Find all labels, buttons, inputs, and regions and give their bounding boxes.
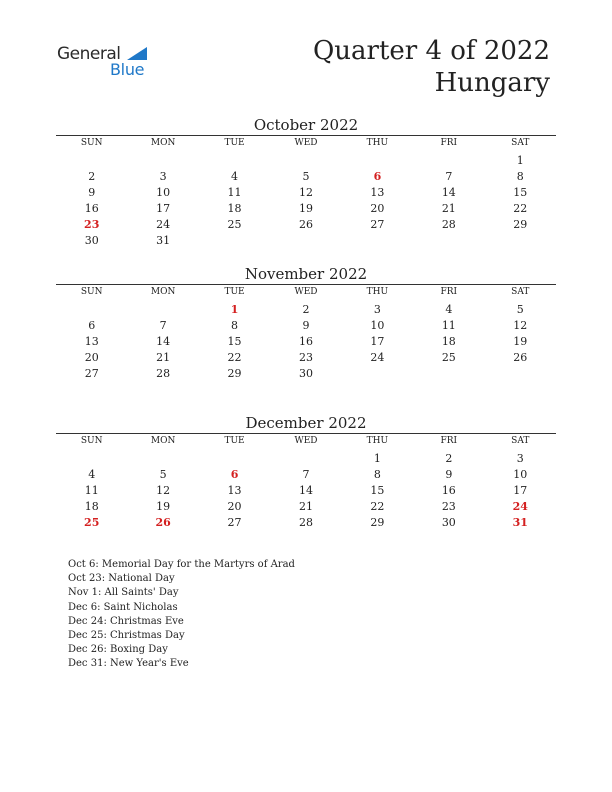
logo-triangle-icon xyxy=(127,47,147,60)
day-cell: 5 xyxy=(159,468,167,481)
weekday-label: SAT xyxy=(511,287,530,297)
holiday-day-cell: 6 xyxy=(230,468,239,481)
weekday-label: TUE xyxy=(224,287,245,297)
day-cell: 3 xyxy=(373,303,381,316)
day-cell: 17 xyxy=(370,335,385,348)
day-cell: 23 xyxy=(298,351,313,364)
holiday-day-cell: 31 xyxy=(512,516,528,529)
empty-day-cell xyxy=(342,153,413,169)
day-cell: 7 xyxy=(159,319,167,332)
country-name: Hungary xyxy=(434,68,550,98)
calendar-grid xyxy=(56,285,556,382)
day-cell: 9 xyxy=(302,319,310,332)
weekday-header-row xyxy=(56,136,556,150)
weekday-label: SAT xyxy=(511,138,530,148)
day-cell: 18 xyxy=(227,202,242,215)
day-cell: 18 xyxy=(441,335,456,348)
holiday-day-cell: 25 xyxy=(84,516,100,529)
day-cell: 4 xyxy=(88,468,96,481)
week-row xyxy=(56,467,556,483)
day-cell: 22 xyxy=(513,202,528,215)
day-cell: 13 xyxy=(370,186,385,199)
day-cell: 5 xyxy=(516,303,524,316)
day-cell: 15 xyxy=(227,335,242,348)
empty-day-cell xyxy=(485,233,556,249)
day-cell: 22 xyxy=(370,500,385,513)
empty-day-cell xyxy=(56,451,127,467)
day-cell: 18 xyxy=(84,500,99,513)
day-cell: 11 xyxy=(227,186,242,199)
month-title: October 2022 xyxy=(253,116,359,134)
day-cell: 21 xyxy=(156,351,171,364)
day-cell: 31 xyxy=(156,234,171,247)
day-cell: 17 xyxy=(156,202,171,215)
weekday-label: THU xyxy=(366,138,389,148)
empty-day-cell xyxy=(270,153,341,169)
day-cell: 30 xyxy=(441,516,456,529)
day-cell: 12 xyxy=(298,186,313,199)
logo-word-general: General xyxy=(57,44,121,64)
holiday-note: Dec 26: Boxing Day xyxy=(68,644,168,656)
day-cell: 21 xyxy=(441,202,456,215)
week-row xyxy=(56,334,556,350)
weekday-label: SAT xyxy=(511,436,530,446)
brand-logo xyxy=(57,44,157,84)
day-cell: 27 xyxy=(227,516,242,529)
page-title: Quarter 4 of 2022 xyxy=(312,36,550,66)
day-cell: 8 xyxy=(516,170,524,183)
day-cell: 29 xyxy=(370,516,385,529)
weekday-label: THU xyxy=(366,287,389,297)
day-cell: 11 xyxy=(441,319,456,332)
weekday-header-row xyxy=(56,434,556,448)
week-row xyxy=(56,233,556,249)
week-row xyxy=(56,217,556,233)
day-cell: 4 xyxy=(231,170,239,183)
day-cell: 7 xyxy=(445,170,453,183)
weekday-label: SUN xyxy=(80,287,103,297)
day-cell: 5 xyxy=(302,170,310,183)
week-row xyxy=(56,201,556,217)
day-cell: 9 xyxy=(445,468,453,481)
weekday-label: SUN xyxy=(80,436,103,446)
day-cell: 7 xyxy=(302,468,310,481)
day-cell: 10 xyxy=(156,186,171,199)
empty-day-cell xyxy=(342,233,413,249)
holiday-day-cell: 6 xyxy=(373,170,382,183)
empty-day-cell xyxy=(270,451,341,467)
holiday-note: Dec 31: New Year's Eve xyxy=(68,658,189,670)
day-cell: 26 xyxy=(298,218,313,231)
day-cell: 1 xyxy=(373,452,381,465)
week-row xyxy=(56,515,556,531)
day-cell: 30 xyxy=(298,367,313,380)
weekday-label: TUE xyxy=(224,436,245,446)
weekday-label: FRI xyxy=(440,287,458,297)
empty-day-cell xyxy=(199,153,270,169)
day-cell: 10 xyxy=(370,319,385,332)
day-cell: 3 xyxy=(159,170,167,183)
holiday-day-cell: 23 xyxy=(84,218,100,231)
day-cell: 13 xyxy=(84,335,99,348)
day-cell: 23 xyxy=(441,500,456,513)
month-november xyxy=(56,264,556,382)
week-row xyxy=(56,451,556,467)
day-cell: 24 xyxy=(370,351,385,364)
day-cell: 24 xyxy=(156,218,171,231)
empty-day-cell xyxy=(342,366,413,382)
weekday-header-row xyxy=(56,285,556,299)
weekday-label: THU xyxy=(366,436,389,446)
day-cell: 8 xyxy=(231,319,239,332)
day-cell: 15 xyxy=(513,186,528,199)
day-cell: 26 xyxy=(513,351,528,364)
holiday-day-cell: 24 xyxy=(512,500,528,513)
day-cell: 27 xyxy=(84,367,99,380)
day-cell: 16 xyxy=(441,484,456,497)
holiday-note: Nov 1: All Saints' Day xyxy=(68,587,179,599)
month-title: November 2022 xyxy=(244,265,368,283)
empty-day-cell xyxy=(56,302,127,318)
day-cell: 10 xyxy=(513,468,528,481)
month-december xyxy=(56,413,556,531)
holiday-note: Dec 25: Christmas Day xyxy=(68,630,185,642)
holiday-day-cell: 26 xyxy=(155,516,171,529)
month-title: December 2022 xyxy=(245,414,367,432)
calendar-grid xyxy=(56,136,556,249)
day-cell: 20 xyxy=(84,351,99,364)
day-cell: 25 xyxy=(441,351,456,364)
weekday-label: MON xyxy=(150,287,176,297)
logo-word-blue: Blue xyxy=(110,60,145,79)
holiday-note: Oct 23: National Day xyxy=(68,573,175,585)
weekday-label: MON xyxy=(150,138,176,148)
day-cell: 29 xyxy=(227,367,242,380)
day-cell: 2 xyxy=(302,303,310,316)
empty-day-cell xyxy=(413,233,484,249)
day-cell: 16 xyxy=(298,335,313,348)
day-cell: 14 xyxy=(156,335,171,348)
day-cell: 4 xyxy=(445,303,453,316)
week-row xyxy=(56,318,556,334)
month-october xyxy=(56,115,556,249)
day-cell: 19 xyxy=(513,335,528,348)
holiday-notes xyxy=(68,558,295,672)
week-row xyxy=(56,185,556,201)
empty-day-cell xyxy=(56,153,127,169)
day-cell: 3 xyxy=(516,452,524,465)
holiday-day-cell: 1 xyxy=(230,303,239,316)
day-cell: 30 xyxy=(84,234,99,247)
week-row xyxy=(56,499,556,515)
day-cell: 25 xyxy=(227,218,242,231)
empty-day-cell xyxy=(270,233,341,249)
day-cell: 22 xyxy=(227,351,242,364)
week-row xyxy=(56,483,556,499)
holiday-note: Dec 24: Christmas Eve xyxy=(68,615,184,627)
weekday-label: WED xyxy=(294,436,318,446)
day-cell: 28 xyxy=(441,218,456,231)
empty-day-cell xyxy=(413,366,484,382)
day-cell: 9 xyxy=(88,186,96,199)
weekday-label: WED xyxy=(294,287,318,297)
empty-day-cell xyxy=(127,451,198,467)
holiday-note: Oct 6: Memorial Day for the Martyrs of Arad xyxy=(68,559,295,570)
weekday-label: TUE xyxy=(224,138,245,148)
day-cell: 20 xyxy=(370,202,385,215)
day-cell: 11 xyxy=(84,484,99,497)
day-cell: 20 xyxy=(227,500,242,513)
week-row xyxy=(56,350,556,366)
weekday-label: WED xyxy=(294,138,318,148)
day-cell: 28 xyxy=(298,516,313,529)
day-cell: 15 xyxy=(370,484,385,497)
day-cell: 19 xyxy=(298,202,313,215)
day-cell: 8 xyxy=(373,468,381,481)
day-cell: 27 xyxy=(370,218,385,231)
empty-day-cell xyxy=(199,233,270,249)
weekday-label: FRI xyxy=(440,138,458,148)
day-cell: 29 xyxy=(513,218,528,231)
weekday-label: MON xyxy=(150,436,176,446)
calendar-grid xyxy=(56,434,556,531)
day-cell: 12 xyxy=(513,319,528,332)
weekday-label: SUN xyxy=(80,138,103,148)
week-row xyxy=(56,366,556,382)
day-cell: 14 xyxy=(298,484,313,497)
empty-day-cell xyxy=(127,302,198,318)
holiday-note: Dec 6: Saint Nicholas xyxy=(68,601,178,613)
day-cell: 21 xyxy=(298,500,313,513)
day-cell: 16 xyxy=(84,202,99,215)
empty-day-cell xyxy=(413,153,484,169)
day-cell: 2 xyxy=(445,452,453,465)
empty-day-cell xyxy=(127,153,198,169)
week-row xyxy=(56,302,556,318)
day-cell: 28 xyxy=(156,367,171,380)
day-cell: 13 xyxy=(227,484,242,497)
day-cell: 19 xyxy=(156,500,171,513)
day-cell: 12 xyxy=(156,484,171,497)
empty-day-cell xyxy=(485,366,556,382)
week-row xyxy=(56,169,556,185)
day-cell: 1 xyxy=(516,154,524,167)
week-row xyxy=(56,153,556,169)
day-cell: 6 xyxy=(88,319,96,332)
day-cell: 2 xyxy=(88,170,96,183)
day-cell: 14 xyxy=(441,186,456,199)
empty-day-cell xyxy=(199,451,270,467)
weekday-label: FRI xyxy=(440,436,458,446)
day-cell: 17 xyxy=(513,484,528,497)
